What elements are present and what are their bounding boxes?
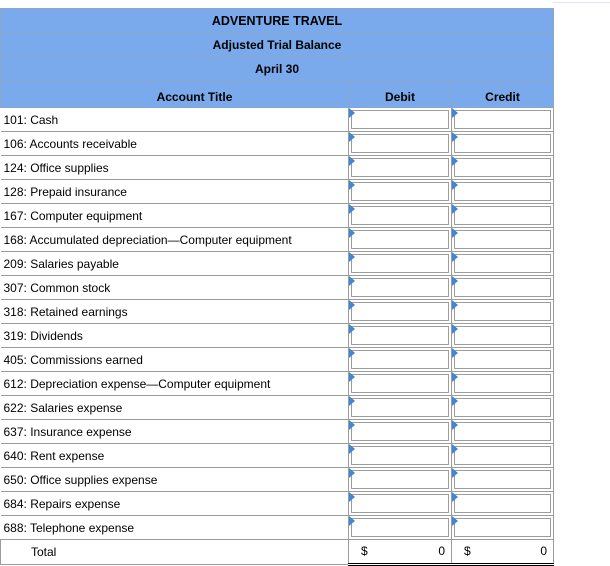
account-name: 622: Salaries expense <box>1 396 349 420</box>
credit-cell[interactable] <box>452 252 554 276</box>
credit-cell[interactable] <box>452 276 554 300</box>
debit-header: Debit <box>349 81 452 108</box>
account-name: 688: Telephone expense <box>1 516 349 540</box>
debit-cell[interactable] <box>349 396 452 420</box>
dropdown-marker-icon[interactable] <box>349 180 355 190</box>
account-name: 307: Common stock <box>1 276 349 300</box>
dropdown-marker-icon[interactable] <box>452 300 458 310</box>
credit-input[interactable] <box>454 110 551 129</box>
dropdown-marker-icon[interactable] <box>452 180 458 190</box>
statement-date: April 30 <box>1 57 554 81</box>
credit-currency: $ <box>464 544 471 558</box>
debit-input[interactable] <box>351 134 449 153</box>
credit-cell[interactable] <box>452 204 554 228</box>
credit-input[interactable] <box>454 134 551 153</box>
account-row <box>1 492 554 516</box>
credit-total-value: 0 <box>540 544 547 558</box>
credit-cell[interactable] <box>452 300 554 324</box>
account-title-header: Account Title <box>1 81 349 108</box>
account-row <box>1 228 554 252</box>
dropdown-marker-icon[interactable] <box>452 444 458 454</box>
credit-cell[interactable] <box>452 516 554 540</box>
debit-input[interactable] <box>351 350 449 369</box>
company-name: ADVENTURE TRAVEL <box>1 9 554 33</box>
credit-input[interactable] <box>454 182 551 201</box>
dropdown-marker-icon[interactable] <box>349 324 355 334</box>
account-name: 209: Salaries payable <box>1 252 349 276</box>
debit-cell[interactable] <box>349 348 452 372</box>
account-row <box>1 180 554 204</box>
account-row <box>1 372 554 396</box>
column-header-row <box>1 81 554 108</box>
debit-input[interactable] <box>351 494 449 513</box>
account-row <box>1 156 554 180</box>
credit-input[interactable] <box>454 302 551 321</box>
dropdown-marker-icon[interactable] <box>452 156 458 166</box>
credit-cell[interactable] <box>452 180 554 204</box>
dropdown-marker-icon[interactable] <box>349 252 355 262</box>
credit-cell[interactable] <box>452 348 554 372</box>
credit-input[interactable] <box>454 398 551 417</box>
trial-balance-table <box>0 8 554 566</box>
credit-input[interactable] <box>454 494 551 513</box>
debit-cell[interactable] <box>349 204 452 228</box>
dropdown-marker-icon[interactable] <box>452 276 458 286</box>
credit-cell[interactable] <box>452 132 554 156</box>
dropdown-marker-icon[interactable] <box>452 108 458 118</box>
dropdown-marker-icon[interactable] <box>452 396 458 406</box>
account-row <box>1 108 554 132</box>
debit-cell[interactable] <box>349 468 452 492</box>
dropdown-marker-icon[interactable] <box>452 132 458 142</box>
debit-input[interactable] <box>351 182 449 201</box>
debit-cell[interactable] <box>349 516 452 540</box>
debit-input[interactable] <box>351 302 449 321</box>
dropdown-marker-icon[interactable] <box>452 228 458 238</box>
credit-cell[interactable] <box>452 396 554 420</box>
debit-cell[interactable] <box>349 444 452 468</box>
credit-input[interactable] <box>454 254 551 273</box>
debit-cell[interactable] <box>349 324 452 348</box>
account-row <box>1 420 554 444</box>
dropdown-marker-icon[interactable] <box>349 204 355 214</box>
debit-input[interactable] <box>351 398 449 417</box>
dropdown-marker-icon[interactable] <box>349 348 355 358</box>
credit-cell[interactable] <box>452 228 554 252</box>
debit-cell[interactable] <box>349 252 452 276</box>
credit-cell[interactable] <box>452 372 554 396</box>
dropdown-marker-icon[interactable] <box>349 444 355 454</box>
debit-input[interactable] <box>351 422 449 441</box>
account-name: 405: Commissions earned <box>1 348 349 372</box>
total-row <box>1 540 554 565</box>
credit-input[interactable] <box>454 326 551 345</box>
debit-cell[interactable] <box>349 276 452 300</box>
account-row <box>1 204 554 228</box>
credit-cell[interactable] <box>452 468 554 492</box>
account-name: 167: Computer equipment <box>1 204 349 228</box>
dropdown-marker-icon[interactable] <box>452 492 458 502</box>
account-row <box>1 300 554 324</box>
credit-header: Credit <box>452 81 554 108</box>
debit-cell[interactable] <box>349 180 452 204</box>
account-name: 684: Repairs expense <box>1 492 349 516</box>
debit-cell[interactable] <box>349 420 452 444</box>
account-name: 640: Rent expense <box>1 444 349 468</box>
dropdown-marker-icon[interactable] <box>349 132 355 142</box>
account-name: 318: Retained earnings <box>1 300 349 324</box>
account-name: 637: Insurance expense <box>1 420 349 444</box>
dropdown-marker-icon[interactable] <box>452 516 458 526</box>
debit-cell[interactable] <box>349 156 452 180</box>
debit-input[interactable] <box>351 470 449 489</box>
account-row <box>1 516 554 540</box>
credit-input[interactable] <box>454 446 551 465</box>
dropdown-marker-icon[interactable] <box>349 468 355 478</box>
debit-currency: $ <box>361 544 368 558</box>
credit-input[interactable] <box>454 278 551 297</box>
statement-title: Adjusted Trial Balance <box>1 33 554 57</box>
credit-cell[interactable] <box>452 444 554 468</box>
debit-cell[interactable] <box>349 132 452 156</box>
debit-cell[interactable] <box>349 108 452 132</box>
debit-total-value: 0 <box>438 544 445 558</box>
credit-input[interactable] <box>454 374 551 393</box>
dropdown-marker-icon[interactable] <box>452 420 458 430</box>
account-row <box>1 348 554 372</box>
debit-cell[interactable] <box>349 228 452 252</box>
account-row <box>1 324 554 348</box>
account-name: 650: Office supplies expense <box>1 468 349 492</box>
credit-input[interactable] <box>454 230 551 249</box>
credit-cell[interactable] <box>452 324 554 348</box>
debit-cell[interactable] <box>349 300 452 324</box>
debit-input[interactable] <box>351 206 449 225</box>
debit-total <box>349 540 452 565</box>
credit-input[interactable] <box>454 470 551 489</box>
dropdown-marker-icon[interactable] <box>452 348 458 358</box>
dropdown-marker-icon[interactable] <box>452 468 458 478</box>
debit-input[interactable] <box>351 158 449 177</box>
debit-input[interactable] <box>351 278 449 297</box>
dropdown-marker-icon[interactable] <box>349 420 355 430</box>
credit-input[interactable] <box>454 350 551 369</box>
dropdown-marker-icon[interactable] <box>452 204 458 214</box>
debit-input[interactable] <box>351 326 449 345</box>
debit-cell[interactable] <box>349 372 452 396</box>
debit-input[interactable] <box>351 518 449 537</box>
account-name: 128: Prepaid insurance <box>1 180 349 204</box>
credit-input[interactable] <box>454 518 551 537</box>
account-row <box>1 468 554 492</box>
dropdown-marker-icon[interactable] <box>349 108 355 118</box>
dropdown-marker-icon[interactable] <box>349 300 355 310</box>
credit-input[interactable] <box>454 422 551 441</box>
credit-input[interactable] <box>454 158 551 177</box>
credit-cell[interactable] <box>452 156 554 180</box>
account-name: 101: Cash <box>1 108 349 132</box>
top-divider <box>553 2 610 3</box>
dropdown-marker-icon[interactable] <box>452 324 458 334</box>
account-name: 319: Dividends <box>1 324 349 348</box>
debit-cell[interactable] <box>349 492 452 516</box>
account-name: 168: Accumulated depreciation—Computer equipment <box>1 228 349 252</box>
dropdown-marker-icon[interactable] <box>349 276 355 286</box>
credit-cell[interactable] <box>452 420 554 444</box>
account-name: 106: Accounts receivable <box>1 132 349 156</box>
debit-input[interactable] <box>351 254 449 273</box>
account-row <box>1 396 554 420</box>
dropdown-marker-icon[interactable] <box>349 372 355 382</box>
debit-input[interactable] <box>351 374 449 393</box>
account-name: 612: Depreciation expense—Computer equipment <box>1 372 349 396</box>
debit-input[interactable] <box>351 446 449 465</box>
credit-cell[interactable] <box>452 492 554 516</box>
total-label: Total <box>1 540 349 565</box>
dropdown-marker-icon[interactable] <box>349 228 355 238</box>
debit-input[interactable] <box>351 110 449 129</box>
account-row <box>1 252 554 276</box>
debit-input[interactable] <box>351 230 449 249</box>
dropdown-marker-icon[interactable] <box>349 156 355 166</box>
account-name: 124: Office supplies <box>1 156 349 180</box>
credit-total <box>452 540 554 565</box>
credit-input[interactable] <box>454 206 551 225</box>
account-row <box>1 444 554 468</box>
dropdown-marker-icon[interactable] <box>349 396 355 406</box>
dropdown-marker-icon[interactable] <box>452 252 458 262</box>
account-row <box>1 132 554 156</box>
credit-cell[interactable] <box>452 108 554 132</box>
dropdown-marker-icon[interactable] <box>349 516 355 526</box>
dropdown-marker-icon[interactable] <box>349 492 355 502</box>
dropdown-marker-icon[interactable] <box>452 372 458 382</box>
account-row <box>1 276 554 300</box>
